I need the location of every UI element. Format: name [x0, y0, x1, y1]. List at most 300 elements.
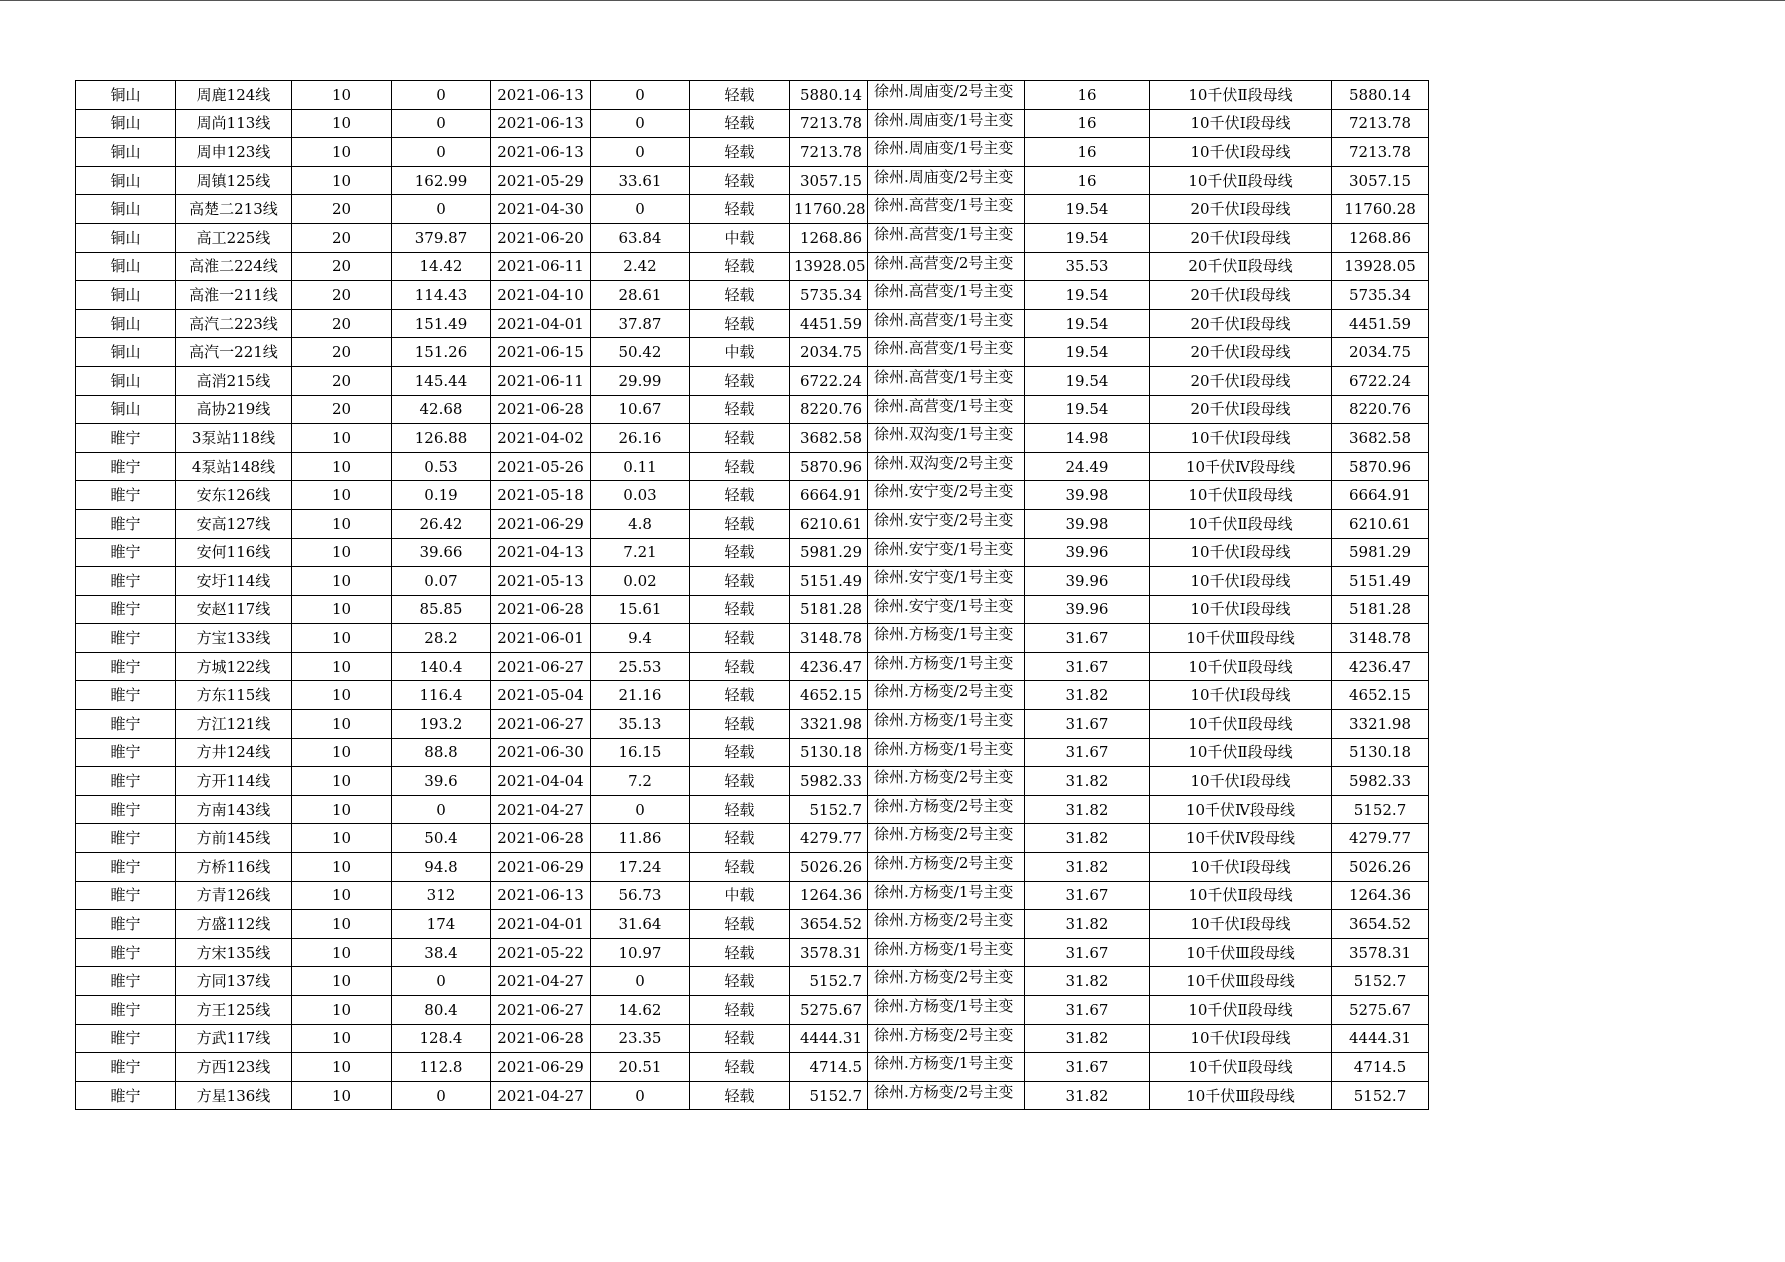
cell-voltage-kv: 10 [292, 509, 392, 538]
cell-load-value: 80.4 [392, 996, 491, 1025]
cell-transformer-load-rate: 31.67 [1025, 710, 1150, 739]
cell-load-value: 128.4 [392, 1024, 491, 1053]
cell-capacity-a: 4652.15 [790, 681, 868, 710]
cell-capacity-b: 4714.5 [1332, 1053, 1429, 1082]
cell-voltage-kv: 10 [292, 938, 392, 967]
cell-load-status: 轻载 [690, 424, 790, 453]
cell-substation-transformer: 徐州.方杨变/2号主变 [868, 910, 1025, 939]
cell-load-rate: 23.35 [591, 1024, 690, 1053]
cell-load-rate: 21.16 [591, 681, 690, 710]
cell-bus-section: 10千伏Ⅱ段母线 [1150, 881, 1332, 910]
cell-load-rate: 0 [591, 109, 690, 138]
cell-substation-transformer: 徐州.周庙变/1号主变 [868, 109, 1025, 138]
cell-line-name: 高汽一221线 [176, 338, 292, 367]
cell-load-rate: 29.99 [591, 366, 690, 395]
cell-load-rate: 0 [591, 795, 690, 824]
cell-transformer-load-rate: 31.67 [1025, 996, 1150, 1025]
cell-capacity-b: 7213.78 [1332, 138, 1429, 167]
cell-capacity-a: 5181.28 [790, 595, 868, 624]
table-row [76, 624, 1429, 653]
table-row [76, 195, 1429, 224]
cell-bus-section: 10千伏Ⅱ段母线 [1150, 996, 1332, 1025]
cell-transformer-load-rate: 31.67 [1025, 938, 1150, 967]
table-row [76, 1053, 1429, 1082]
cell-date: 2021-04-10 [491, 281, 591, 310]
cell-capacity-a: 5152.7 [790, 795, 868, 824]
cell-substation-transformer: 徐州.高营变/1号主变 [868, 195, 1025, 224]
cell-capacity-a: 6722.24 [790, 366, 868, 395]
cell-county: 睢宁 [76, 996, 176, 1025]
cell-capacity-b: 5275.67 [1332, 996, 1429, 1025]
cell-transformer-load-rate: 39.98 [1025, 509, 1150, 538]
cell-load-status: 轻载 [690, 281, 790, 310]
cell-capacity-b: 11760.28 [1332, 195, 1429, 224]
cell-substation-transformer: 徐州.方杨变/1号主变 [868, 652, 1025, 681]
cell-bus-section: 10千伏Ⅳ段母线 [1150, 824, 1332, 853]
cell-voltage-kv: 10 [292, 967, 392, 996]
cell-transformer-load-rate: 31.82 [1025, 1024, 1150, 1053]
cell-transformer-load-rate: 14.98 [1025, 424, 1150, 453]
table-row [76, 424, 1429, 453]
cell-voltage-kv: 10 [292, 996, 392, 1025]
cell-substation-transformer: 徐州.安宁变/1号主变 [868, 595, 1025, 624]
cell-bus-section: 10千伏Ⅳ段母线 [1150, 795, 1332, 824]
cell-county: 铜山 [76, 195, 176, 224]
cell-load-rate: 28.61 [591, 281, 690, 310]
table-row [76, 853, 1429, 882]
cell-voltage-kv: 10 [292, 81, 392, 110]
cell-bus-section: 20千伏Ⅰ段母线 [1150, 309, 1332, 338]
cell-county: 睢宁 [76, 452, 176, 481]
cell-capacity-a: 7213.78 [790, 138, 868, 167]
cell-capacity-b: 8220.76 [1332, 395, 1429, 424]
cell-load-rate: 25.53 [591, 652, 690, 681]
cell-capacity-a: 3578.31 [790, 938, 868, 967]
cell-transformer-load-rate: 16 [1025, 109, 1150, 138]
cell-load-value: 94.8 [392, 853, 491, 882]
cell-bus-section: 10千伏Ⅲ段母线 [1150, 624, 1332, 653]
cell-date: 2021-06-13 [491, 881, 591, 910]
cell-voltage-kv: 10 [292, 767, 392, 796]
cell-load-rate: 0 [591, 195, 690, 224]
cell-voltage-kv: 20 [292, 281, 392, 310]
cell-load-value: 140.4 [392, 652, 491, 681]
cell-load-status: 轻载 [690, 996, 790, 1025]
cell-line-name: 方青126线 [176, 881, 292, 910]
cell-line-name: 高汽二223线 [176, 309, 292, 338]
cell-transformer-load-rate: 35.53 [1025, 252, 1150, 281]
cell-load-rate: 0 [591, 81, 690, 110]
cell-line-name: 周申123线 [176, 138, 292, 167]
cell-load-rate: 0.03 [591, 481, 690, 510]
cell-load-value: 145.44 [392, 366, 491, 395]
cell-substation-transformer: 徐州.安宁变/1号主变 [868, 538, 1025, 567]
table-row [76, 1081, 1429, 1110]
cell-county: 睢宁 [76, 795, 176, 824]
cell-county: 铜山 [76, 338, 176, 367]
cell-capacity-b: 5152.7 [1332, 795, 1429, 824]
cell-voltage-kv: 20 [292, 395, 392, 424]
cell-load-rate: 56.73 [591, 881, 690, 910]
cell-voltage-kv: 10 [292, 624, 392, 653]
cell-line-name: 3泵站118线 [176, 424, 292, 453]
cell-county: 铜山 [76, 109, 176, 138]
cell-capacity-b: 5130.18 [1332, 738, 1429, 767]
cell-load-value: 26.42 [392, 509, 491, 538]
cell-capacity-b: 5152.7 [1332, 1081, 1429, 1110]
cell-bus-section: 10千伏Ⅱ段母线 [1150, 710, 1332, 739]
cell-capacity-b: 3682.58 [1332, 424, 1429, 453]
cell-county: 铜山 [76, 252, 176, 281]
cell-voltage-kv: 10 [292, 595, 392, 624]
cell-bus-section: 10千伏Ⅰ段母线 [1150, 910, 1332, 939]
cell-county: 睢宁 [76, 652, 176, 681]
cell-capacity-a: 5870.96 [790, 452, 868, 481]
table-row [76, 252, 1429, 281]
cell-capacity-a: 8220.76 [790, 395, 868, 424]
cell-capacity-a: 3057.15 [790, 166, 868, 195]
cell-load-value: 39.66 [392, 538, 491, 567]
cell-date: 2021-04-01 [491, 910, 591, 939]
cell-capacity-b: 5151.49 [1332, 567, 1429, 596]
table-row [76, 452, 1429, 481]
cell-county: 睢宁 [76, 681, 176, 710]
cell-substation-transformer: 徐州.方杨变/1号主变 [868, 1053, 1025, 1082]
cell-capacity-a: 5130.18 [790, 738, 868, 767]
cell-load-status: 轻载 [690, 1081, 790, 1110]
table-row [76, 166, 1429, 195]
cell-capacity-a: 3321.98 [790, 710, 868, 739]
cell-date: 2021-04-30 [491, 195, 591, 224]
cell-voltage-kv: 10 [292, 538, 392, 567]
cell-load-rate: 17.24 [591, 853, 690, 882]
cell-voltage-kv: 10 [292, 1053, 392, 1082]
cell-load-status: 中载 [690, 338, 790, 367]
cell-line-name: 高淮二224线 [176, 252, 292, 281]
table-row [76, 910, 1429, 939]
cell-county: 睢宁 [76, 509, 176, 538]
table-row [76, 223, 1429, 252]
cell-substation-transformer: 徐州.方杨变/2号主变 [868, 767, 1025, 796]
cell-transformer-load-rate: 31.82 [1025, 910, 1150, 939]
cell-load-status: 轻载 [690, 309, 790, 338]
cell-substation-transformer: 徐州.方杨变/1号主变 [868, 881, 1025, 910]
cell-transformer-load-rate: 24.49 [1025, 452, 1150, 481]
table-row [76, 395, 1429, 424]
cell-transformer-load-rate: 16 [1025, 81, 1150, 110]
cell-date: 2021-04-02 [491, 424, 591, 453]
cell-county: 睢宁 [76, 881, 176, 910]
cell-date: 2021-06-28 [491, 395, 591, 424]
cell-transformer-load-rate: 19.54 [1025, 338, 1150, 367]
cell-line-name: 高工225线 [176, 223, 292, 252]
cell-bus-section: 10千伏Ⅲ段母线 [1150, 938, 1332, 967]
cell-line-name: 安圩114线 [176, 567, 292, 596]
cell-county: 睢宁 [76, 710, 176, 739]
cell-county: 睢宁 [76, 538, 176, 567]
cell-load-value: 162.99 [392, 166, 491, 195]
cell-load-status: 轻载 [690, 1024, 790, 1053]
cell-load-value: 0.53 [392, 452, 491, 481]
cell-load-status: 轻载 [690, 81, 790, 110]
cell-voltage-kv: 10 [292, 138, 392, 167]
cell-date: 2021-06-20 [491, 223, 591, 252]
cell-line-name: 方星136线 [176, 1081, 292, 1110]
cell-transformer-load-rate: 19.54 [1025, 281, 1150, 310]
cell-capacity-a: 4279.77 [790, 824, 868, 853]
cell-transformer-load-rate: 31.67 [1025, 652, 1150, 681]
cell-capacity-a: 6664.91 [790, 481, 868, 510]
cell-line-name: 安高127线 [176, 509, 292, 538]
cell-load-status: 轻载 [690, 195, 790, 224]
cell-load-rate: 16.15 [591, 738, 690, 767]
cell-capacity-a: 5982.33 [790, 767, 868, 796]
cell-county: 睢宁 [76, 567, 176, 596]
cell-load-status: 轻载 [690, 538, 790, 567]
cell-load-status: 轻载 [690, 509, 790, 538]
cell-county: 睢宁 [76, 481, 176, 510]
cell-capacity-b: 4444.31 [1332, 1024, 1429, 1053]
cell-bus-section: 20千伏Ⅰ段母线 [1150, 223, 1332, 252]
cell-voltage-kv: 10 [292, 738, 392, 767]
cell-bus-section: 10千伏Ⅰ段母线 [1150, 138, 1332, 167]
cell-capacity-b: 1264.36 [1332, 881, 1429, 910]
cell-substation-transformer: 徐州.方杨变/2号主变 [868, 853, 1025, 882]
cell-substation-transformer: 徐州.方杨变/2号主变 [868, 795, 1025, 824]
cell-date: 2021-05-22 [491, 938, 591, 967]
cell-transformer-load-rate: 31.82 [1025, 795, 1150, 824]
table-row [76, 938, 1429, 967]
cell-voltage-kv: 10 [292, 1024, 392, 1053]
cell-load-rate: 2.42 [591, 252, 690, 281]
cell-capacity-b: 3148.78 [1332, 624, 1429, 653]
cell-capacity-a: 4236.47 [790, 652, 868, 681]
cell-load-rate: 33.61 [591, 166, 690, 195]
cell-load-status: 轻载 [690, 567, 790, 596]
cell-load-status: 轻载 [690, 795, 790, 824]
table-row [76, 738, 1429, 767]
table-row [76, 795, 1429, 824]
cell-load-status: 轻载 [690, 395, 790, 424]
cell-capacity-b: 4279.77 [1332, 824, 1429, 853]
cell-voltage-kv: 10 [292, 1081, 392, 1110]
cell-capacity-b: 5870.96 [1332, 452, 1429, 481]
cell-date: 2021-06-28 [491, 824, 591, 853]
cell-line-name: 4泵站148线 [176, 452, 292, 481]
cell-capacity-b: 3578.31 [1332, 938, 1429, 967]
cell-voltage-kv: 10 [292, 652, 392, 681]
cell-date: 2021-04-04 [491, 767, 591, 796]
cell-transformer-load-rate: 19.54 [1025, 395, 1150, 424]
cell-load-value: 42.68 [392, 395, 491, 424]
cell-substation-transformer: 徐州.高营变/2号主变 [868, 252, 1025, 281]
cell-load-value: 0 [392, 195, 491, 224]
cell-transformer-load-rate: 31.67 [1025, 881, 1150, 910]
cell-line-name: 方宋135线 [176, 938, 292, 967]
cell-load-status: 中载 [690, 223, 790, 252]
cell-bus-section: 10千伏Ⅰ段母线 [1150, 681, 1332, 710]
cell-date: 2021-06-11 [491, 366, 591, 395]
cell-bus-section: 10千伏Ⅲ段母线 [1150, 1081, 1332, 1110]
cell-county: 铜山 [76, 281, 176, 310]
cell-bus-section: 20千伏Ⅰ段母线 [1150, 395, 1332, 424]
cell-capacity-b: 5981.29 [1332, 538, 1429, 567]
cell-transformer-load-rate: 31.67 [1025, 1053, 1150, 1082]
cell-capacity-b: 4236.47 [1332, 652, 1429, 681]
cell-date: 2021-06-27 [491, 652, 591, 681]
cell-voltage-kv: 20 [292, 309, 392, 338]
cell-voltage-kv: 10 [292, 910, 392, 939]
table-row [76, 509, 1429, 538]
cell-date: 2021-05-04 [491, 681, 591, 710]
cell-line-name: 方前145线 [176, 824, 292, 853]
cell-date: 2021-05-29 [491, 166, 591, 195]
cell-voltage-kv: 10 [292, 710, 392, 739]
cell-line-name: 方桥116线 [176, 853, 292, 882]
cell-county: 睢宁 [76, 910, 176, 939]
cell-county: 铜山 [76, 366, 176, 395]
cell-transformer-load-rate: 31.67 [1025, 738, 1150, 767]
cell-capacity-a: 3682.58 [790, 424, 868, 453]
cell-load-value: 174 [392, 910, 491, 939]
cell-line-name: 方开114线 [176, 767, 292, 796]
cell-substation-transformer: 徐州.高营变/1号主变 [868, 223, 1025, 252]
cell-substation-transformer: 徐州.双沟变/2号主变 [868, 452, 1025, 481]
cell-date: 2021-06-13 [491, 109, 591, 138]
cell-date: 2021-06-28 [491, 595, 591, 624]
cell-substation-transformer: 徐州.周庙变/2号主变 [868, 81, 1025, 110]
cell-date: 2021-04-27 [491, 795, 591, 824]
table-row [76, 366, 1429, 395]
cell-load-rate: 50.42 [591, 338, 690, 367]
cell-bus-section: 20千伏Ⅰ段母线 [1150, 366, 1332, 395]
cell-voltage-kv: 10 [292, 681, 392, 710]
table-row [76, 538, 1429, 567]
cell-date: 2021-04-27 [491, 967, 591, 996]
cell-county: 铜山 [76, 166, 176, 195]
cell-line-name: 高淮一211线 [176, 281, 292, 310]
cell-capacity-a: 5151.49 [790, 567, 868, 596]
cell-capacity-b: 6722.24 [1332, 366, 1429, 395]
cell-load-status: 轻载 [690, 824, 790, 853]
cell-line-name: 方井124线 [176, 738, 292, 767]
cell-load-status: 轻载 [690, 366, 790, 395]
table-row [76, 767, 1429, 796]
cell-county: 睢宁 [76, 824, 176, 853]
cell-county: 铜山 [76, 223, 176, 252]
cell-load-rate: 10.97 [591, 938, 690, 967]
cell-load-status: 轻载 [690, 681, 790, 710]
table-row [76, 652, 1429, 681]
cell-substation-transformer: 徐州.方杨变/2号主变 [868, 967, 1025, 996]
cell-county: 睢宁 [76, 853, 176, 882]
cell-line-name: 高协219线 [176, 395, 292, 424]
cell-load-value: 38.4 [392, 938, 491, 967]
cell-transformer-load-rate: 19.54 [1025, 223, 1150, 252]
cell-load-status: 轻载 [690, 452, 790, 481]
cell-county: 睢宁 [76, 967, 176, 996]
cell-capacity-b: 6664.91 [1332, 481, 1429, 510]
cell-bus-section: 10千伏Ⅰ段母线 [1150, 595, 1332, 624]
cell-substation-transformer: 徐州.方杨变/1号主变 [868, 624, 1025, 653]
cell-load-rate: 11.86 [591, 824, 690, 853]
cell-bus-section: 10千伏Ⅱ段母线 [1150, 738, 1332, 767]
cell-transformer-load-rate: 16 [1025, 166, 1150, 195]
table-row [76, 309, 1429, 338]
cell-capacity-a: 5026.26 [790, 853, 868, 882]
cell-county: 铜山 [76, 138, 176, 167]
table-row [76, 1024, 1429, 1053]
cell-date: 2021-06-29 [491, 509, 591, 538]
table-row [76, 595, 1429, 624]
cell-line-name: 方武117线 [176, 1024, 292, 1053]
cell-line-name: 周尚113线 [176, 109, 292, 138]
cell-line-name: 高楚二213线 [176, 195, 292, 224]
cell-date: 2021-06-01 [491, 624, 591, 653]
cell-date: 2021-05-13 [491, 567, 591, 596]
cell-date: 2021-06-13 [491, 138, 591, 167]
cell-voltage-kv: 10 [292, 452, 392, 481]
cell-county: 睢宁 [76, 624, 176, 653]
cell-county: 睢宁 [76, 1053, 176, 1082]
cell-load-value: 379.87 [392, 223, 491, 252]
cell-load-rate: 63.84 [591, 223, 690, 252]
cell-transformer-load-rate: 16 [1025, 138, 1150, 167]
cell-load-value: 0 [392, 967, 491, 996]
cell-line-name: 安赵117线 [176, 595, 292, 624]
cell-substation-transformer: 徐州.方杨变/2号主变 [868, 1081, 1025, 1110]
cell-substation-transformer: 徐州.高营变/1号主变 [868, 366, 1025, 395]
table-row [76, 967, 1429, 996]
cell-capacity-a: 5275.67 [790, 996, 868, 1025]
cell-capacity-a: 3148.78 [790, 624, 868, 653]
cell-line-name: 高消215线 [176, 366, 292, 395]
cell-load-rate: 14.62 [591, 996, 690, 1025]
cell-load-rate: 37.87 [591, 309, 690, 338]
cell-substation-transformer: 徐州.方杨变/1号主变 [868, 738, 1025, 767]
cell-load-value: 193.2 [392, 710, 491, 739]
cell-capacity-b: 5152.7 [1332, 967, 1429, 996]
cell-load-value: 0.19 [392, 481, 491, 510]
cell-load-value: 312 [392, 881, 491, 910]
cell-capacity-a: 4714.5 [790, 1053, 868, 1082]
cell-substation-transformer: 徐州.周庙变/1号主变 [868, 138, 1025, 167]
cell-capacity-a: 5735.34 [790, 281, 868, 310]
cell-transformer-load-rate: 31.67 [1025, 624, 1150, 653]
cell-line-name: 方城122线 [176, 652, 292, 681]
cell-bus-section: 10千伏Ⅲ段母线 [1150, 967, 1332, 996]
cell-substation-transformer: 徐州.方杨变/1号主变 [868, 710, 1025, 739]
cell-line-name: 周鹿124线 [176, 81, 292, 110]
cell-county: 睢宁 [76, 938, 176, 967]
cell-load-value: 85.85 [392, 595, 491, 624]
cell-load-value: 0 [392, 1081, 491, 1110]
table-row [76, 81, 1429, 110]
cell-county: 睢宁 [76, 424, 176, 453]
cell-load-rate: 15.61 [591, 595, 690, 624]
cell-load-value: 0 [392, 795, 491, 824]
cell-load-status: 轻载 [690, 166, 790, 195]
cell-capacity-a: 7213.78 [790, 109, 868, 138]
cell-capacity-b: 3057.15 [1332, 166, 1429, 195]
table-row [76, 681, 1429, 710]
cell-capacity-a: 5981.29 [790, 538, 868, 567]
cell-transformer-load-rate: 19.54 [1025, 195, 1150, 224]
cell-capacity-b: 5880.14 [1332, 81, 1429, 110]
cell-substation-transformer: 徐州.高营变/1号主变 [868, 309, 1025, 338]
cell-bus-section: 10千伏Ⅰ段母线 [1150, 767, 1332, 796]
cell-load-status: 轻载 [690, 252, 790, 281]
